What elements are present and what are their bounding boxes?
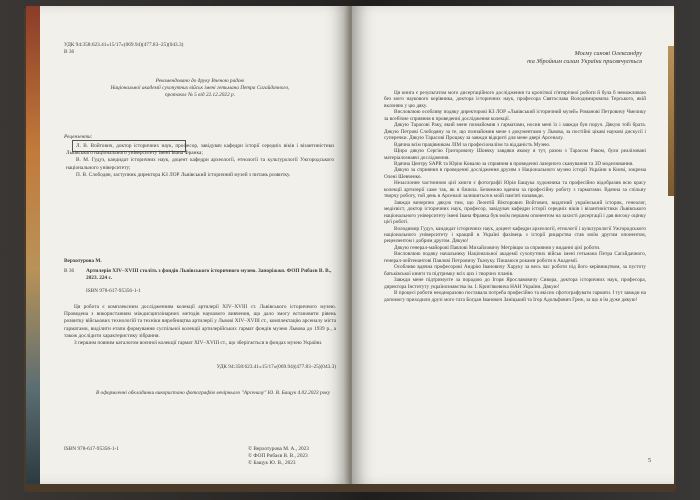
paragraph: Особливо вдячна професорові Андрію Івановичу Харуку за весь час роботи під його керівництвом, за пустоту батьківської книги та підтримку всіх цих і творчих планів. [384, 264, 646, 277]
copyright-line: © Бащук Ю. В., 2023 [248, 460, 296, 467]
abstract-text: Ця робота є комплексним дослідженням колекції артилерії XIV–XVIII ст. Львівського історичного музею. Проведена з використанням міждисциплінарних методів наукового вивчення, що дало змогу встановити рівень розвитку військових технологій та техніки виробництва артилерії у Львові XIV–XVIII ст., комплектацію арсеналу міста гарматами, виділити етапи формування суспільної колекції артилерійських гармат фондів музею Львова до 1939 р., а також дослідити характеристику зібрання. [64, 304, 336, 339]
paragraph: Володимир Гудуз, кандидат історичних наук, доцент кафедри археології, етнології і культурології Ужгородського національного університету і кращий в Україні фахівець з історії рицарства став моїм другим опонентом, рецензентом і добрим другом. Дякую! [384, 225, 646, 245]
open-book [26, 6, 674, 492]
paragraph: Висловлюю подяку начальнику Національної академії сухопутних військ імені гетьмана Петра Сагайдачного, генерал-лейтенантові Павлові Петровичу Ткачуку. Пишаюся роками роботи в Академії. [384, 251, 646, 264]
copyright-block [248, 446, 338, 468]
reviewer-entry: Л. В. Войтович, доктор історичних наук, професор, завідувач кафедри історії середніх віків і візантиністики Львівського національного університету імені Івана Франка; [66, 143, 334, 157]
dedication-line: та Збройним силам України присвячується [527, 58, 642, 65]
page-number: 5 [648, 458, 651, 464]
book-title-record [86, 268, 336, 282]
udc-code: УДК 94:358:623.41«15/17»(069.94)(477.83–25)(043.3) [64, 42, 184, 48]
abstract-text-2: З першим повним каталогом воєнної колекції гармат XIV–XVIII ст., що зберігається в фондах музею України. [74, 340, 323, 347]
paragraph: Завжди вичерпно дякую тим, що Леонтій Вікторович Войтович, видатний український історик, генеалог, медієвіст, доктор історичних наук, професор, завідувач кафедри історії середніх віків і візантиністики Львівського національного університету імені Івана Франка був моїм першим опонентом на захисті дисертації і дав високу оцінку цієї роботі. [384, 199, 646, 226]
bbk-code-2: В 36 [64, 268, 75, 274]
acknowledgements-text [384, 90, 646, 303]
page-edge-strip [668, 46, 674, 196]
reviewers-list [66, 143, 334, 179]
udc-code-bottom: УДК 94:358:623.41«15/17»(069.94)(477.83–25)(043.3) [216, 364, 336, 370]
paragraph: Завжди мене підтримуєте за порадою до Ігоря Ярославовичу Сивора, доктора історичних наук, професора, директора Інституту українознавства ім. І. Крип'якевича НАН України. Дякую! [384, 277, 646, 290]
left-page [26, 6, 348, 484]
cover-image-strip [26, 6, 40, 484]
isbn-bottom: ISBN 978-617-95356-1-1 [64, 446, 119, 452]
dedication [452, 50, 642, 66]
copyright-line: © ФОП Рибаєв В. В., 2023 [248, 453, 308, 460]
recommendation-line: Рекомендовано до друку Вченою радою [155, 78, 245, 84]
reviewer-entry: В. М. Гудуз, кандидат історичних наук, доцент кафедри археології, етнології та культурології Ужгородського національного університету; [66, 157, 334, 171]
recommendation-line: протокол № 5 від 22.12.2022 р. [164, 92, 236, 99]
dedication-line: Моєму синові Олександру [574, 50, 642, 57]
paragraph: Вдячна всім працівникам ЛІМ за професіоналізм та відданість Музею. [394, 141, 551, 148]
book-title: Артилерія XIV–XVIII століть з фондів Львівського історичного музею. Запоріжжя. ФОП Рибаєв В. В., 2023. 224 с. [86, 268, 332, 282]
reviewer-entry: П. В. Слободян, заступник директора КЗ ЛОР Львівський історичний музей з питань розвитку. [76, 171, 291, 178]
paragraph: Щиро дякую Сергію Григоровичу Шовчку завдяки якому я тут, разом з Тарасом Раком, були реалізовані матеріалознавчі дослідження. [384, 148, 646, 161]
cover-photo-credit: В оформленні обкладинки використано фотографію вечірнього "Арсеналу" Ю. В. Бащук 4.02.2023 року [96, 390, 331, 396]
recommendation-line: Національної академії сухопутних військ імені гетьмана Петра Сагайдачного, [110, 85, 290, 92]
author-name: Верхотурова М. [64, 258, 102, 264]
paragraph: Дякую генерал-майорові Павлові Михайловичу Метрівцю за сприяння у виданні цієї роботи. [394, 244, 601, 251]
paragraph: Незаслонне частинною цієї книги є фотографії Юрія Бащука художника та професійно відобразив всю красу колекції артилерії саме так, як я бачила. Безмежно вдячна за професійну роботу з гарматами. Вдячна за спільну творчу роботу, той день в Арсеналі залишиться в моїй пам'яті назавжди. [384, 180, 646, 200]
right-page [352, 6, 674, 484]
recommendation-block [66, 78, 334, 100]
paragraph: Вдячна Центру SAPR та Юрію Ковалю за сприяння в проведенні лазерного сканування та 3D моделювання. [394, 160, 634, 167]
abstract [64, 304, 336, 347]
paragraph: Висловлюю особливу подяку директорові КЗ ЛОР «Львівський історичний музей» Романові Петровичу Чмелику за всебічне сприяння в проведенні дослідження колекції. [384, 109, 646, 122]
paragraph: Дякую Тарасові Раку, який мене познайомив з гарматами, носив мені їх і завжди був поруч. Дякую тобі брата. Дякую Петрові Слободяну за те, що познайомив мене з документами у Львова, за постійні цікаві наукові дискусії і суперечки. Дякую Тарасові Процаку за завжди відкриті для мене двері Арсеналу. [384, 122, 646, 142]
paragraph: Ця книга є результатом мого дисертаційного дослідження та кропіткої п'ятирічної роботи й була б неможливою без мого наукового керівника, доктора історичних наук, професора Святослава Володимировича Терського, якій вклоняю у цю дяку. [384, 90, 646, 109]
paragraph: Дякую за сприяння в проведенні дослідження друзям з Національного музею історії України в Києві, зокрема Олені Шевченко. [384, 167, 646, 180]
reviewers-heading: Рецензенти: [64, 134, 93, 140]
isbn-record: ISBN 978-617-95356-1-1 [86, 288, 141, 294]
copyright-line: © Верхотурова М. А., 2023 [248, 446, 309, 452]
bbk-code: В 36 [64, 49, 75, 55]
paragraph: В процесі роботи неодноразово поставала потреба професійно та якісно сфотографувати гармати. І тут завжди на допомогу приходили друзі мого тата Богдан Іванович Заніцький та Ігор Адольфович Греж, за що я їм дуже дякую! [384, 290, 646, 303]
